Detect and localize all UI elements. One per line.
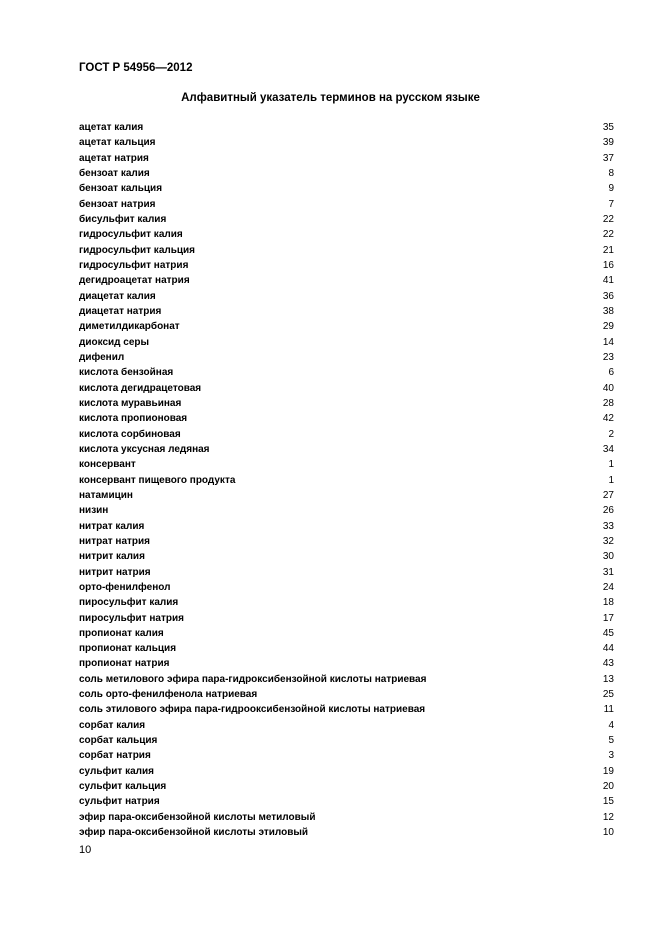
index-term: сорбат натрия bbox=[79, 750, 151, 762]
index-entry bbox=[79, 365, 614, 380]
index-page-ref: 36 bbox=[602, 290, 614, 302]
index-term: орто-фенилфенол bbox=[79, 581, 171, 593]
index-entry bbox=[79, 120, 614, 135]
index-page-ref: 38 bbox=[602, 305, 614, 317]
index-page-ref: 9 bbox=[608, 183, 614, 195]
index-entry bbox=[79, 442, 614, 457]
index-page-ref: 22 bbox=[602, 229, 614, 241]
index-page-ref: 18 bbox=[602, 597, 614, 609]
index-page-ref: 26 bbox=[602, 505, 614, 517]
index-term: сульфит натрия bbox=[79, 796, 160, 808]
index-page-ref: 45 bbox=[602, 627, 614, 639]
index-entry bbox=[79, 166, 614, 181]
index-entry bbox=[79, 488, 614, 503]
index-entry bbox=[79, 687, 614, 702]
index-entry bbox=[79, 656, 614, 671]
index-term: сорбат калия bbox=[79, 719, 146, 731]
index-term: ацетат натрия bbox=[79, 152, 149, 164]
index-term: гидросульфит калия bbox=[79, 229, 183, 241]
index-term: ацетат кальция bbox=[79, 137, 156, 149]
index-page-ref: 5 bbox=[608, 735, 614, 747]
index-term: кислота дегидрацетовая bbox=[79, 382, 202, 394]
page-number: 10 bbox=[79, 844, 92, 856]
index-term: соль метилового эфира пара-гидроксибензойной кислоты натриевая bbox=[79, 673, 427, 685]
index-term: эфир пара-оксибензойной кислоты этиловый bbox=[79, 827, 309, 839]
index-term: соль этилового эфира пара-гидрооксибензойной кислоты натриевая bbox=[79, 704, 426, 716]
index-entry bbox=[79, 427, 614, 442]
index-term: пиросульфит натрия bbox=[79, 612, 184, 624]
index-page-ref: 14 bbox=[602, 336, 614, 348]
index-page-ref: 29 bbox=[602, 321, 614, 333]
index-page-ref: 19 bbox=[602, 765, 614, 777]
index-page-ref: 12 bbox=[602, 811, 614, 823]
index-term: нитрит натрия bbox=[79, 566, 151, 578]
index-term: сорбат кальция bbox=[79, 735, 158, 747]
index-page-ref: 37 bbox=[602, 152, 614, 164]
index-entry bbox=[79, 335, 614, 350]
index-term: сульфит калия bbox=[79, 765, 154, 777]
index-page-ref: 6 bbox=[608, 367, 614, 379]
index-page-ref: 2 bbox=[608, 428, 614, 440]
index-term: сульфит кальция bbox=[79, 781, 167, 793]
index-page-ref: 24 bbox=[602, 581, 614, 593]
index-page-ref: 42 bbox=[602, 413, 614, 425]
index-page-ref: 44 bbox=[602, 643, 614, 655]
index-term: консервант bbox=[79, 459, 136, 471]
index-entry bbox=[79, 748, 614, 763]
index-entry bbox=[79, 135, 614, 150]
index-term: диацетат калия bbox=[79, 290, 156, 302]
index-page-ref: 1 bbox=[608, 459, 614, 471]
index-entry bbox=[79, 733, 614, 748]
index-page-ref: 35 bbox=[602, 122, 614, 133]
index-term: кислота пропионовая bbox=[79, 413, 188, 425]
index-entry bbox=[79, 197, 614, 212]
index-entry bbox=[79, 549, 614, 564]
index-page-ref: 20 bbox=[602, 781, 614, 793]
index-entry bbox=[79, 702, 614, 717]
index-entry bbox=[79, 794, 614, 809]
index-page-ref: 22 bbox=[602, 213, 614, 225]
index-page-ref: 41 bbox=[602, 275, 614, 287]
index-term: дифенил bbox=[79, 351, 125, 363]
index-page-ref: 10 bbox=[602, 827, 614, 839]
index-entry bbox=[79, 764, 614, 779]
term-index-list bbox=[79, 120, 614, 840]
index-entry bbox=[79, 672, 614, 687]
index-entry bbox=[79, 396, 614, 411]
index-term: бисульфит калия bbox=[79, 213, 167, 225]
index-term: консервант пищевого продукта bbox=[79, 474, 236, 486]
index-term: ацетат калия bbox=[79, 122, 144, 133]
index-entry bbox=[79, 457, 614, 472]
index-term: бензоат калия bbox=[79, 167, 150, 179]
index-term: кислота уксусная ледяная bbox=[79, 443, 210, 455]
index-entry bbox=[79, 319, 614, 334]
index-page-ref: 7 bbox=[608, 198, 614, 210]
index-entry bbox=[79, 825, 614, 840]
index-page-ref: 32 bbox=[602, 535, 614, 547]
index-term: кислота бензойная bbox=[79, 367, 174, 379]
index-page-ref: 21 bbox=[602, 244, 614, 256]
index-term: кислота сорбиновая bbox=[79, 428, 181, 440]
index-entry bbox=[79, 350, 614, 365]
index-entry bbox=[79, 503, 614, 518]
index-entry bbox=[79, 258, 614, 273]
index-entry bbox=[79, 273, 614, 288]
index-title: Алфавитный указатель терминов на русском языке bbox=[181, 92, 480, 104]
document-header: ГОСТ Р 54956—2012 bbox=[79, 62, 193, 74]
index-entry bbox=[79, 595, 614, 610]
index-page-ref: 43 bbox=[602, 658, 614, 670]
index-page-ref: 4 bbox=[608, 719, 614, 731]
index-page-ref: 27 bbox=[602, 489, 614, 501]
index-term: пиросульфит калия bbox=[79, 597, 179, 609]
index-entry bbox=[79, 641, 614, 656]
index-page-ref: 30 bbox=[602, 551, 614, 563]
index-entry bbox=[79, 534, 614, 549]
index-term: дегидроацетат натрия bbox=[79, 275, 190, 287]
index-entry bbox=[79, 243, 614, 258]
index-term: пропионат натрия bbox=[79, 658, 170, 670]
index-page-ref: 25 bbox=[602, 689, 614, 701]
index-term: диметилдикарбонат bbox=[79, 321, 180, 333]
index-entry bbox=[79, 411, 614, 426]
index-entry bbox=[79, 473, 614, 488]
index-entry bbox=[79, 611, 614, 626]
index-page-ref: 3 bbox=[608, 750, 614, 762]
index-term: нитрит калия bbox=[79, 551, 145, 563]
index-entry bbox=[79, 212, 614, 227]
index-term: бензоат натрия bbox=[79, 198, 156, 210]
index-term: нитрат натрия bbox=[79, 535, 151, 547]
index-page-ref: 33 bbox=[602, 520, 614, 532]
index-page-ref: 15 bbox=[602, 796, 614, 808]
index-entry bbox=[79, 626, 614, 641]
index-term: низин bbox=[79, 505, 109, 517]
index-page-ref: 31 bbox=[602, 566, 614, 578]
index-page-ref: 17 bbox=[602, 612, 614, 624]
index-page-ref: 34 bbox=[602, 443, 614, 455]
index-entry bbox=[79, 289, 614, 304]
index-term: нитрат калия bbox=[79, 520, 145, 532]
index-entry bbox=[79, 718, 614, 733]
index-entry bbox=[79, 519, 614, 534]
index-entry bbox=[79, 181, 614, 196]
index-entry bbox=[79, 151, 614, 166]
index-page-ref: 11 bbox=[603, 704, 614, 716]
index-page-ref: 23 bbox=[602, 351, 614, 363]
index-entry bbox=[79, 227, 614, 242]
index-term: кислота муравьиная bbox=[79, 397, 182, 409]
index-entry bbox=[79, 381, 614, 396]
index-page-ref: 28 bbox=[602, 397, 614, 409]
index-entry bbox=[79, 304, 614, 319]
index-term: пропионат кальция bbox=[79, 643, 177, 655]
index-term: соль орто-фенилфенола натриевая bbox=[79, 689, 258, 701]
index-page-ref: 1 bbox=[608, 474, 614, 486]
index-term: бензоат кальция bbox=[79, 183, 163, 195]
index-page-ref: 16 bbox=[602, 259, 614, 271]
index-term: гидросульфит кальция bbox=[79, 244, 196, 256]
index-term: диоксид серы bbox=[79, 336, 150, 348]
index-entry bbox=[79, 810, 614, 825]
index-entry bbox=[79, 565, 614, 580]
index-page-ref: 8 bbox=[608, 167, 614, 179]
index-term: эфир пара-оксибензойной кислоты метиловый bbox=[79, 811, 316, 823]
index-term: диацетат натрия bbox=[79, 305, 162, 317]
index-entry bbox=[79, 779, 614, 794]
index-page-ref: 13 bbox=[602, 673, 614, 685]
index-term: гидросульфит натрия bbox=[79, 259, 189, 271]
index-page-ref: 40 bbox=[602, 382, 614, 394]
index-term: пропионат калия bbox=[79, 627, 164, 639]
index-entry bbox=[79, 580, 614, 595]
index-page-ref: 39 bbox=[602, 137, 614, 149]
index-term: натамицин bbox=[79, 489, 133, 501]
